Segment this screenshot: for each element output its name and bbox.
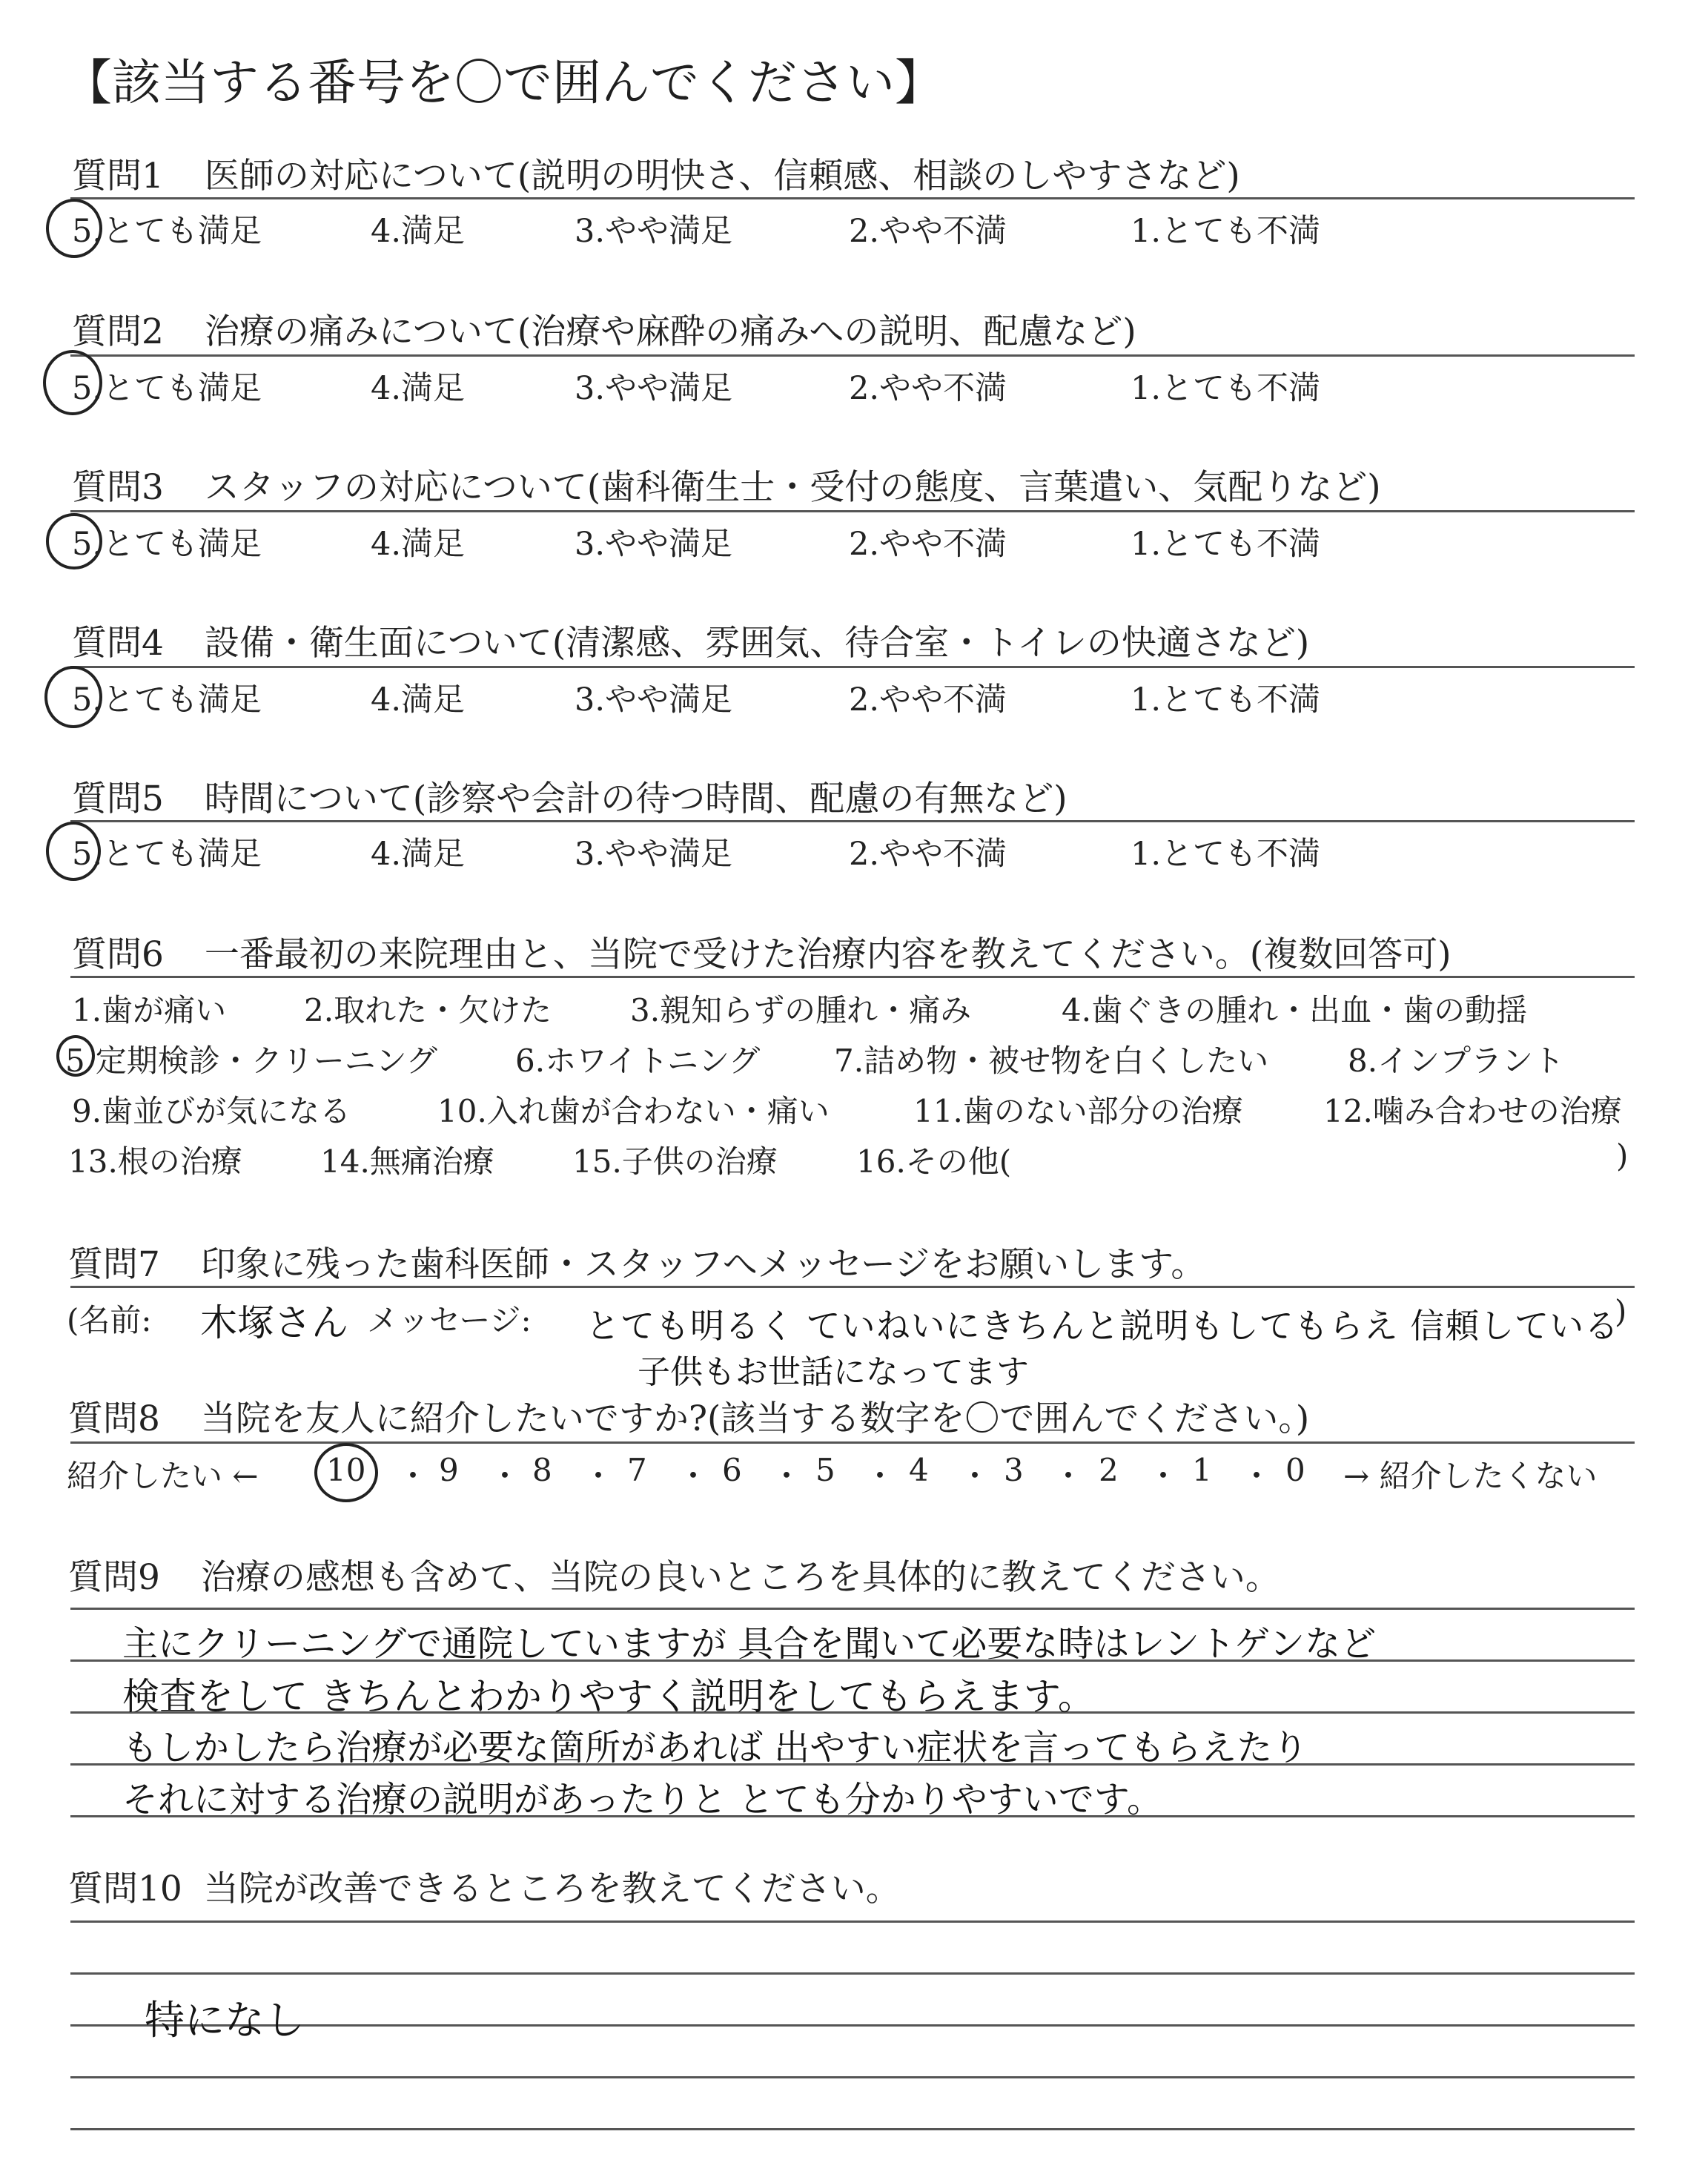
q6-option-7[interactable]: 7.詰め物・被せ物を白くしたい [834, 1043, 1269, 1079]
answer-line [70, 2076, 1635, 2078]
q4-option-5[interactable]: 5.とても満足 [72, 681, 262, 719]
question-7-label: 質問7 [68, 1244, 160, 1285]
question-5 [72, 771, 1068, 821]
q9-answer-line-2: 検査をして きちんとわかりやすく説明をしてもらえます。 [122, 1675, 1095, 1718]
answer-line [70, 1608, 1635, 1610]
question-4 [72, 615, 1309, 665]
question-1-label: 質問1 [72, 156, 164, 196]
q2-option-2[interactable]: 2.やや不満 [849, 370, 1007, 407]
q8-dot: ・ [1241, 1458, 1273, 1494]
question-9-label: 質問9 [68, 1557, 160, 1598]
q7-message-label: メッセージ: [367, 1302, 532, 1338]
q1-option-2[interactable]: 2.やや不満 [849, 213, 1007, 250]
q6-option-12[interactable]: 12.噛み合わせの治療 [1323, 1093, 1622, 1129]
q8-scale-0[interactable]: 0 [1285, 1452, 1305, 1488]
q2-option-5[interactable]: 5.とても満足 [72, 370, 262, 407]
q6-option-13[interactable]: 13.根の治療 [68, 1143, 242, 1180]
question-8 [68, 1391, 1309, 1441]
q8-right-label: → 紹介したくない [1343, 1458, 1598, 1494]
q3-selection-circle [46, 513, 102, 569]
answer-line [70, 1920, 1635, 1923]
q6-option-5-number: 5 [65, 1043, 85, 1079]
q4-option-2[interactable]: 2.やや不満 [849, 681, 1007, 719]
question-7 [68, 1237, 1205, 1287]
question-6-text: 一番最初の来院理由と、当院で受けた治療内容を教えてください。(複数回答可) [204, 934, 1452, 975]
question-2 [72, 304, 1136, 354]
q7-name-label: (名前: [67, 1302, 152, 1338]
q3-option-1[interactable]: 1.とても不満 [1131, 526, 1321, 563]
question-3-label: 質問3 [72, 467, 164, 508]
question-6-label: 質問6 [72, 934, 164, 975]
divider [70, 197, 1635, 199]
divider [70, 666, 1635, 668]
q8-dot: ・ [583, 1458, 615, 1494]
question-1 [72, 148, 1240, 198]
question-2-label: 質問2 [72, 311, 164, 352]
q8-scale-4[interactable]: 4 [909, 1452, 929, 1488]
q3-option-3[interactable]: 3.やや満足 [575, 526, 733, 563]
q9-answer-line-4: それに対する治療の説明があったりと とても分かりやすいです。 [122, 1779, 1162, 1820]
q1-option-1[interactable]: 1.とても不満 [1131, 213, 1321, 250]
q8-dot: ・ [1053, 1458, 1085, 1494]
q8-dot: ・ [959, 1458, 991, 1494]
question-9-text: 治療の感想も含めて、当院の良いところを具体的に教えてください。 [200, 1557, 1280, 1598]
divider [70, 820, 1635, 822]
question-8-label: 質問8 [68, 1398, 160, 1439]
q4-option-4[interactable]: 4.満足 [371, 681, 466, 719]
q8-dot: ・ [771, 1458, 803, 1494]
q2-option-1[interactable]: 1.とても不満 [1131, 370, 1321, 407]
q8-scale-10[interactable]: 10 [326, 1452, 366, 1488]
q8-scale-3[interactable]: 3 [1004, 1452, 1024, 1488]
q4-option-3[interactable]: 3.やや満足 [575, 681, 733, 719]
question-10-label: 質問10 [68, 1869, 182, 1909]
q8-scale-8[interactable]: 8 [532, 1452, 552, 1488]
q8-scale-9[interactable]: 9 [439, 1452, 459, 1488]
question-10 [68, 1861, 901, 1911]
q6-option-2[interactable]: 2.取れた・欠けた [304, 992, 552, 1028]
question-4-text: 設備・衛生面について(清潔感、雰囲気、待合室・トイレの快適さなど) [204, 623, 1310, 664]
q8-dot: ・ [397, 1458, 429, 1494]
q5-option-2[interactable]: 2.やや不満 [849, 836, 1007, 873]
answer-line [70, 2024, 1635, 2027]
q5-option-3[interactable]: 3.やや満足 [575, 836, 733, 873]
q6-option-8[interactable]: 8.インプラント [1348, 1043, 1565, 1079]
q8-scale-2[interactable]: 2 [1099, 1452, 1119, 1488]
q6-option-16[interactable]: 16.その他( [856, 1143, 1012, 1180]
q10-answer-handwritten: 特になし [145, 1997, 305, 2044]
q8-dot: ・ [678, 1458, 709, 1494]
q4-selection-circle [44, 666, 102, 728]
q5-selection-circle [46, 822, 101, 881]
q6-option-11[interactable]: 11.歯のない部分の治療 [913, 1093, 1243, 1129]
q4-option-1[interactable]: 1.とても不満 [1131, 681, 1321, 719]
q7-message-close-paren: ) [1615, 1293, 1627, 1330]
q6-option-5[interactable] [65, 1037, 437, 1081]
question-5-label: 質問5 [72, 779, 164, 819]
question-4-label: 質問4 [72, 623, 164, 664]
q9-answer-line-3: もしかしたら治療が必要な箇所があれば 出やすい症状を言ってもらえたり [122, 1727, 1308, 1768]
q8-dot: ・ [864, 1458, 896, 1494]
q3-option-4[interactable]: 4.満足 [371, 526, 466, 563]
q6-option-10[interactable]: 10.入れ歯が合わない・痛い [437, 1093, 830, 1129]
q8-dot: ・ [489, 1458, 521, 1494]
q6-option-5-text: 定期検診・クリーニング [95, 1043, 437, 1079]
q8-dot: ・ [1148, 1458, 1179, 1494]
q8-scale-6[interactable]: 6 [722, 1452, 742, 1488]
q5-option-4[interactable]: 4.満足 [371, 836, 466, 873]
q1-selection-circle [46, 199, 102, 258]
divider [70, 354, 1635, 357]
q6-option-3[interactable]: 3.親知らずの腫れ・痛み [630, 992, 972, 1028]
answer-line [70, 2128, 1635, 2130]
question-2-text: 治療の痛みについて(治療や麻酔の痛みへの説明、配慮など) [204, 311, 1136, 352]
q6-option-1[interactable]: 1.歯が痛い [72, 992, 227, 1028]
question-6 [72, 927, 1452, 977]
divider [70, 510, 1635, 512]
q6-selection-circle [56, 1035, 95, 1077]
q8-left-label: 紹介したい ← [67, 1458, 259, 1494]
q2-option-3[interactable]: 3.やや満足 [575, 370, 733, 407]
q6-option-9[interactable]: 9.歯並びが気になる [72, 1093, 351, 1129]
divider [70, 1441, 1635, 1444]
question-10-text: 当院が改善できるところを教えてください。 [203, 1869, 901, 1909]
q2-option-4[interactable]: 4.満足 [371, 370, 466, 407]
question-7-text: 印象に残った歯科医師・スタッフへメッセージをお願いします。 [200, 1244, 1206, 1285]
divider [70, 976, 1635, 978]
q6-option-4[interactable]: 4.歯ぐきの腫れ・出血・歯の動揺 [1062, 992, 1528, 1028]
answer-line [70, 1972, 1635, 1975]
question-9 [68, 1550, 1280, 1599]
q6-option-6[interactable]: 6.ホワイトニング [515, 1043, 761, 1079]
question-3 [72, 460, 1381, 509]
question-8-text: 当院を友人に紹介したいですか?(該当する数字を〇で囲んでください。) [200, 1398, 1310, 1439]
q3-option-2[interactable]: 2.やや不満 [849, 526, 1007, 563]
divider [70, 1286, 1635, 1288]
question-1-text: 医師の対応について(説明の明快さ、信頼感、相談のしやすさなど) [204, 156, 1240, 196]
q1-option-4[interactable]: 4.満足 [371, 213, 466, 250]
q6-other-close-paren: ) [1616, 1137, 1629, 1174]
page-title: 【該当する番号を〇で囲んでください】 [63, 54, 944, 111]
q3-option-5[interactable]: 5.とても満足 [72, 526, 262, 563]
q1-option-3[interactable]: 3.やや満足 [575, 213, 733, 250]
question-5-text: 時間について(診察や会計の待つ時間、配慮の有無など) [204, 779, 1068, 819]
q5-option-1[interactable]: 1.とても不満 [1131, 836, 1321, 873]
q1-option-5[interactable]: 5.とても満足 [72, 213, 262, 250]
q7-message-line-1: とても明るく ていねいにきちんと説明もしてもらえ 信頼している [586, 1306, 1620, 1346]
q5-option-5[interactable]: 5.とても満足 [72, 836, 262, 873]
q9-answer-line-1: 主にクリーニングで通院していますが 具合を聞いて必要な時はレントゲンなど [122, 1623, 1377, 1665]
q7-message-line-2: 子供もお世話になってます [638, 1353, 1029, 1391]
q6-option-15[interactable]: 15.子供の治療 [572, 1143, 778, 1180]
q8-scale-1[interactable]: 1 [1192, 1452, 1212, 1488]
q2-selection-circle [43, 350, 102, 415]
q8-scale-7[interactable]: 7 [627, 1452, 647, 1488]
q7-name-handwritten: 木塚さん [200, 1301, 348, 1344]
question-3-text: スタッフの対応について(歯科衛生士・受付の態度、言葉遣い、気配りなど) [204, 467, 1381, 508]
q6-option-14[interactable]: 14.無痛治療 [320, 1143, 494, 1180]
q8-scale-5[interactable]: 5 [815, 1452, 835, 1488]
